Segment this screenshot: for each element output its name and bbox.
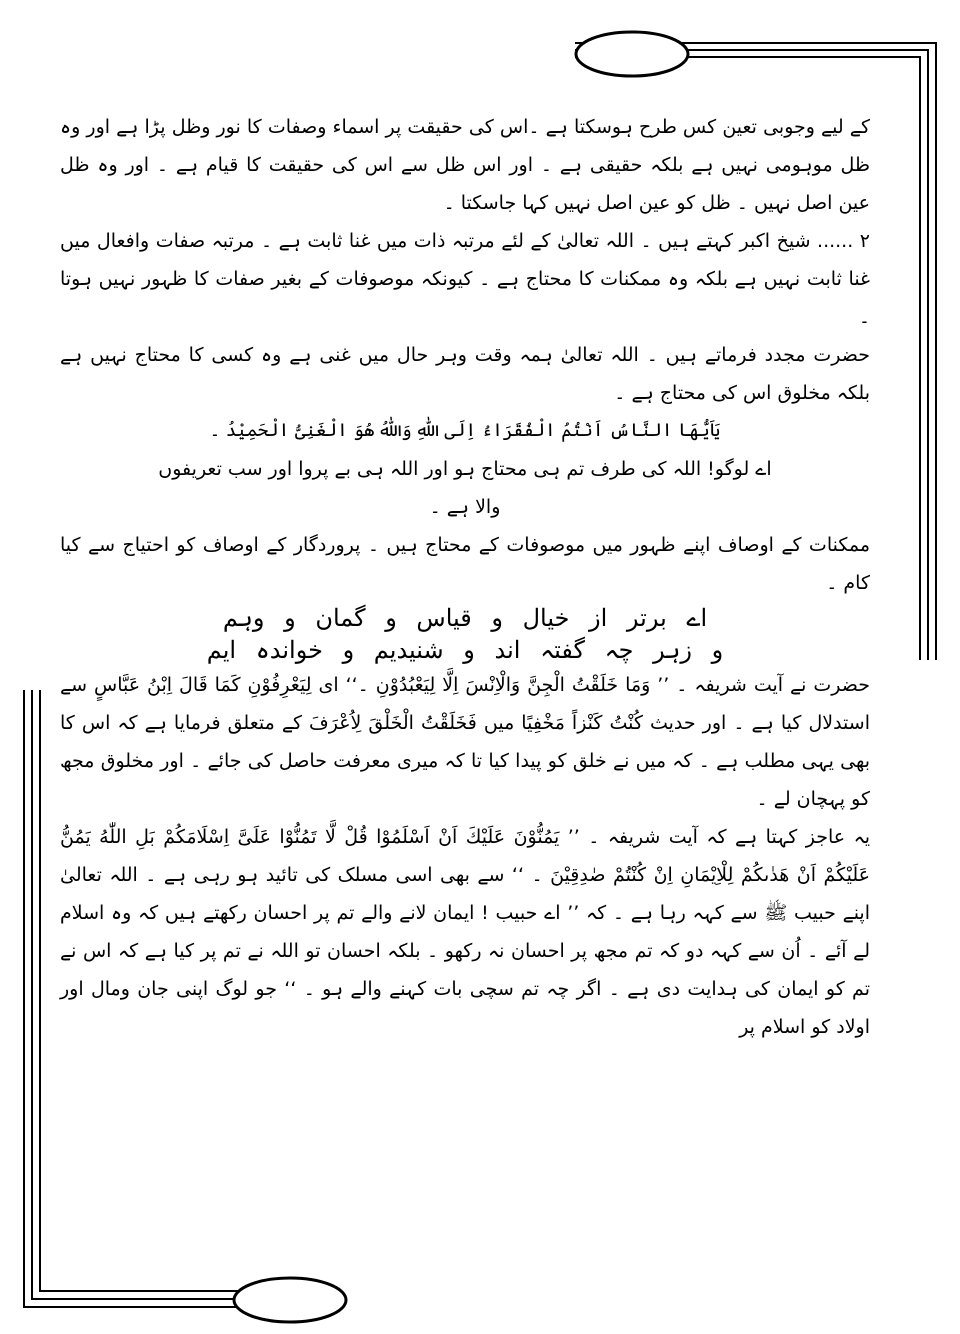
paragraph-3: حضرت مجدد فرماتے ہیں ۔ اللہ تعالیٰ ہمہ وقت وہر حال میں غنی ہے وہ کسی کا محتاج نہیں ہے بلکہ مخلوق اس کی محتاج ہے ۔ (60, 344, 870, 404)
persian-couplet-line-1: اے برتر از خیال و قیاس و گمان و وہم (222, 604, 708, 632)
top-ornament-oval (576, 32, 688, 76)
persian-couplet-line-2: و زہر چہ گفتہ اند و شنیدیم و خواندہ ایم (206, 636, 724, 664)
bottom-ornament-oval (234, 1278, 346, 1322)
quran-verse-translation-line-1: اے لوگو! اللہ کی طرف تم ہی محتاج ہو اور اللہ ہی بے پروا اور سب تعریفوں (158, 458, 772, 480)
paragraph-2: ۲ ...... شیخ اکبر کہتے ہیں ۔ اللہ تعالیٰ کے لئے مرتبہ ذات میں غنا ثابت ہے ۔ مرتبہ صفات وافعال میں غنا ثابت نہیں ہے بلکہ وہ ممکنات کا محتاج ہے ۔ کیونکہ موصوفات کے بغیر صفات کا ظہور نہیں ہوتا ۔ (60, 230, 870, 328)
page-text (60, 108, 870, 1046)
paragraph-4: ممکنات کے اوصاف اپنے ظہور میں موصوفات کے محتاج ہیں ۔ پروردگار کے اوصاف کو احتیاج سے کیا کام ۔ (60, 534, 870, 594)
paragraph-5: حضرت نے آیت شریفہ ۔ ’’ وَمَا خَلَقْتُ الْجِنَّ وَالْاِنْسَ اِلَّا لِیَعْبُدُوْنِ ۔‘‘ ای لِیَعْرِفُوْنِ کَمَا قَالَ اِبْنُ عَبَّاسٍ سے استدلال کیا ہے ۔ اور حدیث کُنْتُ کَنْزاً مَخْفِیًا میں فَخَلَقْتُ الْخَلْقَ لِاُعْرَفَ کے متعلق فرمایا ہے کہ اس کا بھی یہی مطلب ہے ۔ کہ میں نے خلق کو پیدا کیا تا کہ میری معرفت حاصل کی جائے ۔ اور مخلوق مجھ کو پہچان لے ۔ (60, 674, 870, 810)
paragraph-6: یہ عاجز کہتا ہے کہ آیت شریفہ ۔ ’’ یَمُنُّوْنَ عَلَیْكَ اَنْ اَسْلَمُوْا قُلْ لَّا تَمُنُّوْا عَلَیَّ اِسْلَامَكُمْ بَلِ اللّٰهُ یَمُنُّ عَلَیْكُمْ اَنْ هَدٰىكُمْ لِلْاِیْمَانِ اِنْ كُنْتُمْ صٰدِقِیْنَ ۔ ‘‘ سے بھی اسی مسلک کی تائید ہو رہی ہے ۔ اللہ تعالیٰ اپنے حبیب ﷺ سے کہہ رہا ہے ۔ کہ ’’ اے حبیب ! ایمان لانے والے تم پر احسان رکھتے ہیں کہ وہ اسلام لے آئے ۔ اُن سے کہہ دو کہ تم مجھ پر احسان نہ رکھو ۔ بلکہ احسان تو اللہ نے تم پر کیا ہے کہ اس نے تم کو ایمان کی ہدایت دی ہے ۔ اگر چہ تم سچی بات کہنے والے ہو ۔ ‘‘ جو لوگ اپنی جان ومال اور اولاد کو اسلام پر (60, 826, 870, 1038)
quran-verse-arabic: یَاَیُّهَا النَّاسُ اَنْتُمُ الْفُقَرَاءُ اِلَی اللّٰهِ وَاللّٰهُ هُوَ الْغَنِیُّ الْحَمِیْدُ ۔ (209, 420, 721, 441)
paragraph-1: کے لیے وجوبی تعین کس طرح ہوسکتا ہے ۔اس کی حقیقت پر اسماء وصفات کا نور وظل پڑا ہے اور وہ ظل موہومی نہیں ہے بلکہ حقیقی ہے ۔ اور اس ظل سے اس کی حقیقت کا قیام ہے ۔ اور وہ ظل عین اصل نہیں ۔ ظل کو عین اصل نہیں کہا جاسکتا ۔ (60, 116, 870, 214)
quran-verse-translation-line-2: والا ہے ۔ (429, 496, 501, 518)
